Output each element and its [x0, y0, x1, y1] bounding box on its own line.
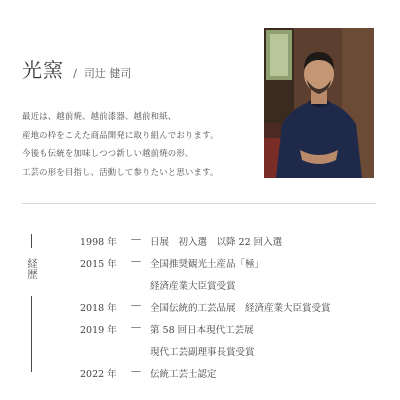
career-dash: ― [131, 322, 141, 333]
career-event: 全国伝統的工芸品展 経済産業大臣賞受賞 [150, 303, 331, 314]
career-entry [80, 231, 380, 253]
career-event: 全国推奨観光土産品「極」 [150, 259, 265, 270]
artist-portrait-photo [264, 28, 374, 178]
artist-portrait-illustration [264, 28, 374, 178]
career-entry [80, 363, 380, 385]
heading-separator: / [73, 67, 77, 80]
career-label-rule-bottom [31, 296, 32, 372]
career-entry [80, 253, 380, 275]
career-label: 経歴 [26, 258, 38, 279]
intro-text [22, 107, 262, 181]
career-year: 2018 年 [80, 303, 117, 314]
career-year: 1998 年 [80, 237, 117, 248]
career-event: 日展 初入選 以降 22 回入選 [150, 237, 283, 248]
intro-line: 今後も伝統を加味しつつ新しい越前焼の形、 [22, 148, 194, 158]
career-entry [80, 297, 380, 319]
page-heading [22, 54, 131, 83]
artist-name: 司辻 健司 [83, 67, 132, 80]
career-entry [80, 275, 380, 297]
career-entry [80, 341, 380, 363]
career-event: 現代工芸副理事長賞受賞 [150, 347, 255, 358]
career-event: 伝統工芸士認定 [150, 369, 217, 380]
career-label-rule-top [31, 234, 32, 248]
career-year: 2022 年 [80, 369, 117, 380]
career-dash: ― [131, 256, 141, 267]
career-entry [80, 319, 380, 341]
intro-line: 工芸の形を目指し、活動して参りたいと思います。 [22, 166, 219, 177]
kiln-name: 光窯 [22, 58, 64, 82]
career-dash: ― [131, 366, 141, 377]
career-dash: ― [131, 300, 141, 311]
career-year: 2015 年 [80, 259, 117, 270]
career-event: 経済産業大臣賞受賞 [150, 281, 236, 292]
career-dash: ― [131, 234, 141, 245]
career-event: 第 58 回日本現代工芸展 [150, 325, 254, 336]
section-divider [22, 203, 376, 204]
intro-line: 産地の枠をこえた商品開発に取り組んでおります。 [22, 129, 219, 140]
career-history-list [80, 231, 380, 385]
career-year: 2019 年 [80, 325, 117, 336]
intro-line: 最近は、越前焼、越前漆器、越前和紙、 [22, 111, 177, 121]
career-label-block [26, 234, 38, 374]
